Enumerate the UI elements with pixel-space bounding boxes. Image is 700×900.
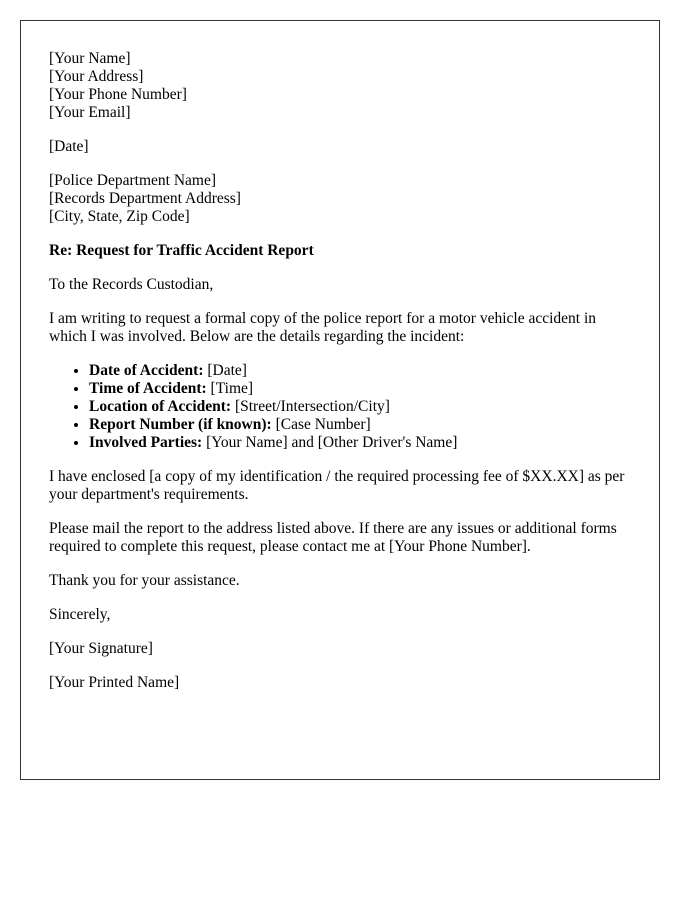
detail-label: Date of Accident: [89, 362, 204, 379]
detail-label: Time of Accident: [89, 380, 207, 397]
detail-label: Report Number (if known): [89, 416, 272, 433]
detail-value: [Date] [203, 362, 247, 379]
detail-label: Involved Parties: [89, 434, 203, 451]
signature-line: [Your Signature] [49, 640, 153, 657]
detail-value: [Street/Intersection/City] [231, 398, 390, 415]
intro-paragraph: I am writing to request a formal copy of the police report for a motor vehicle accident in which I was involved. Below are the details regarding the incident: [49, 310, 597, 345]
detail-value: [Case Number] [271, 416, 371, 433]
printed-name-line: [Your Printed Name] [49, 674, 180, 691]
letter-date: [Date] [49, 138, 89, 155]
sender-email: [Your Email] [49, 104, 131, 121]
recipient-block [49, 172, 631, 226]
thanks-line: Thank you for your assistance. [49, 572, 240, 589]
detail-value: [Time] [206, 380, 254, 397]
detail-value: [Your Name] and [Other Driver's Name] [202, 434, 458, 451]
salutation: To the Records Custodian, [49, 276, 214, 293]
list-item [89, 416, 631, 434]
list-item [89, 380, 631, 398]
recipient-city-state-zip: [City, State, Zip Code] [49, 208, 190, 225]
incident-details-list [49, 362, 631, 452]
recipient-department: [Police Department Name] [49, 172, 216, 189]
closing-line: Sincerely, [49, 606, 111, 623]
instructions-paragraph: Please mail the report to the address listed above. If there are any issues or additional forms required to complete this request, please contact me at [Your Phone Number]. [49, 520, 617, 555]
enclosure-paragraph: I have enclosed [a copy of my identification / the required processing fee of $XX.XX] as per your department's requirements. [49, 468, 625, 503]
list-item [89, 398, 631, 416]
sender-block [49, 50, 631, 122]
list-item [89, 434, 631, 452]
detail-label: Location of Accident: [89, 398, 232, 415]
subject-line: Re: Request for Traffic Accident Report [49, 242, 314, 259]
letter-page [20, 20, 660, 780]
recipient-address: [Records Department Address] [49, 190, 241, 207]
sender-name: [Your Name] [49, 50, 131, 67]
list-item [89, 362, 631, 380]
sender-phone: [Your Phone Number] [49, 86, 187, 103]
sender-address: [Your Address] [49, 68, 144, 85]
